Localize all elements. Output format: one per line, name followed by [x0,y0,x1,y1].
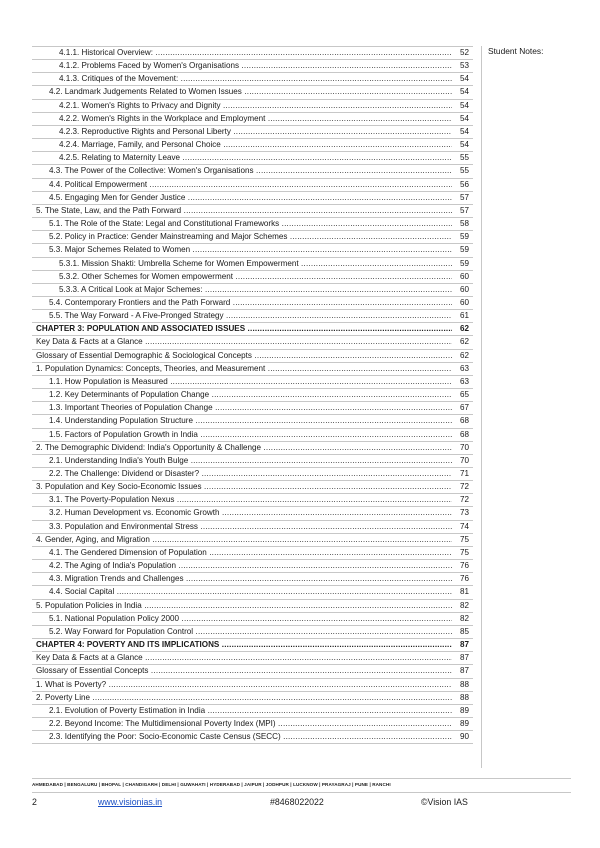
toc-entry-page: 87 [459,666,469,676]
toc-entry-title: 4.1.2. Problems Faced by Women's Organisations ..... [59,60,452,72]
toc-entry[interactable] [32,665,473,678]
toc-entry-title: 5.3.3. A Critical Look at Major Schemes: ..... [59,284,452,296]
toc-entry[interactable] [32,507,473,520]
toc-entry[interactable] [32,218,473,231]
website-link[interactable]: www.visionias.in [98,797,163,807]
toc-entry-page: 62 [459,324,469,334]
toc-entry-page: 82 [459,600,469,610]
toc-entry-title: 4.4. Social Capital ..... [49,586,452,598]
student-notes-label: Student Notes: [488,46,544,56]
toc-entry[interactable] [32,547,473,560]
toc-entry-page: 54 [459,126,469,136]
toc-entry-title: 2.1. Understanding India's Youth Bulge ..... [49,455,452,467]
toc-entry-title: 1.1. How Population is Measured ..... [49,376,452,388]
toc-entry-title: 2. The Demographic Dividend: India's Opportunity & Challenge ..... [36,442,452,454]
toc-entry[interactable] [32,652,473,665]
toc-entry[interactable] [32,442,473,455]
toc-entry-page: 70 [459,455,469,465]
toc-entry[interactable] [32,86,473,99]
toc-entry-title: 4.2. The Aging of India's Population ..... [49,560,452,572]
toc-entry[interactable] [32,73,473,86]
toc-entry-page: 52 [459,48,469,57]
toc-entry-title: 3.1. The Poverty-Population Nexus ..... [49,494,452,506]
toc-entry-page: 72 [459,495,469,505]
toc-entry[interactable] [32,60,473,73]
toc-entry-page: 53 [459,61,469,71]
toc-entry-page: 87 [459,653,469,663]
toc-entry-title: Key Data & Facts at a Glance ..... [36,652,452,664]
toc-entry-page: 63 [459,376,469,386]
toc-entry[interactable] [32,481,473,494]
toc-entry[interactable] [32,100,473,113]
toc-entry-title: 2.3. Identifying the Poor: Socio-Economic Caste Census (SECC) ..... [49,731,452,743]
toc-entry-title: 4.1. The Gendered Dimension of Population ..... [49,547,452,559]
toc-entry-page: 62 [459,337,469,347]
toc-entry[interactable] [32,573,473,586]
toc-entry-title: 5. Population Policies in India ..... [36,600,452,612]
toc-entry[interactable] [32,731,473,744]
toc-entry-page: 67 [459,403,469,413]
toc-entry-page: 54 [459,100,469,110]
toc-entry[interactable] [32,376,473,389]
toc-entry-page: 59 [459,258,469,268]
copyright: ©Vision IAS [421,797,468,807]
toc-entry[interactable] [32,679,473,692]
toc-entry[interactable] [32,363,473,376]
toc-entry-page: 85 [459,626,469,636]
toc-entry-page: 75 [459,534,469,544]
toc-entry[interactable] [32,455,473,468]
toc-entry-title: 2.2. The Challenge: Dividend or Disaster? ..... [49,468,452,480]
toc-entry-title: 5.1. The Role of the State: Legal and Constitutional Frameworks ..... [49,218,452,230]
toc-entry[interactable] [32,494,473,507]
toc-entry-title: 5.2. Way Forward for Population Control ..... [49,626,452,638]
toc-entry-page: 76 [459,561,469,571]
toc-entry-title: 4.2.3. Reproductive Rights and Personal Liberty ..... [59,126,452,138]
toc-entry-page: 54 [459,74,469,84]
toc-entry-title: 5.3.2. Other Schemes for Women empowerment ..... [59,271,452,283]
toc-entry-page: 61 [459,311,469,321]
toc-entry-title: 5. The State, Law, and the Path Forward ..... [36,205,452,217]
toc-entry-title: 1.2. Key Determinants of Population Change ..... [49,389,452,401]
toc-entry-title: 4.2.5. Relating to Maternity Leave ..... [59,152,452,164]
toc-entry[interactable] [32,297,473,310]
toc-entry[interactable] [32,179,473,192]
toc-entry-page: 60 [459,297,469,307]
phone-number: #8468022022 [270,797,324,807]
toc-entry[interactable] [32,692,473,705]
toc-entry-page: 73 [459,508,469,518]
toc-entry[interactable] [32,705,473,718]
table-of-contents [32,46,473,744]
toc-entry-title: 5.3. Major Schemes Related to Women ..... [49,244,452,256]
toc-entry-page: 65 [459,390,469,400]
toc-entry-page: 87 [459,640,469,650]
footer-rule-top [32,778,571,779]
toc-entry-page: 76 [459,574,469,584]
toc-entry-page: 59 [459,232,469,242]
toc-entry[interactable] [32,626,473,639]
page-number: 2 [32,797,37,807]
toc-entry-title: 3.2. Human Development vs. Economic Growth ..... [49,507,452,519]
toc-entry-title: 4.2.2. Women's Rights in the Workplace and Employment ..... [59,113,452,125]
toc-entry[interactable] [32,586,473,599]
toc-entry-title: 4.1.1. Historical Overview: ..... [59,47,452,59]
toc-entry[interactable] [32,284,473,297]
toc-entry-title: 4.3. Migration Trends and Challenges ..... [49,573,452,585]
toc-entry-title: 5.3.1. Mission Shakti: Umbrella Scheme for Women Empowerment ..... [59,258,452,270]
toc-chapter-heading[interactable] [32,639,473,652]
toc-entry-page: 54 [459,87,469,97]
toc-entry[interactable] [32,310,473,323]
toc-entry-title: 5.5. The Way Forward - A Five-Pronged Strategy ..... [49,310,452,322]
toc-entry-page: 70 [459,442,469,452]
toc-entry-title: 5.1. National Population Policy 2000 ..... [49,613,452,625]
toc-entry-title: 4.1.3. Critiques of the Movement: ..... [59,73,452,85]
toc-entry[interactable] [32,258,473,271]
footer-rule-bottom [32,792,571,793]
toc-entry[interactable] [32,534,473,547]
toc-entry-page: 60 [459,271,469,281]
toc-entry-title: Glossary of Essential Concepts ..... [36,665,452,677]
toc-entry-page: 81 [459,587,469,597]
toc-entry[interactable] [32,231,473,244]
toc-entry[interactable] [32,152,473,165]
toc-entry[interactable] [32,350,473,363]
toc-entry-page: 57 [459,192,469,202]
toc-entry-title: 2.1. Evolution of Poverty Estimation in India ..... [49,705,452,717]
toc-entry-page: 71 [459,469,469,478]
toc-entry[interactable] [32,521,473,534]
toc-entry-title: 2.2. Beyond Income: The Multidimensional Poverty Index (MPI) ..... [49,718,452,730]
toc-entry-title: 4.2. Landmark Judgements Related to Women Issues ..... [49,86,452,98]
toc-entry-page: 74 [459,521,469,531]
toc-entry-page: 55 [459,153,469,163]
toc-entry-title: 4.2.1. Women's Rights to Privacy and Dignity ..... [59,100,452,112]
toc-entry[interactable] [32,192,473,205]
toc-entry-title: 5.2. Policy in Practice: Gender Mainstreaming and Major Schemes ..... [49,231,452,243]
toc-entry-title: 5.4. Contemporary Frontiers and the Path Forward ..... [49,297,452,309]
toc-entry-title: 1.4. Understanding Population Structure ..... [49,415,452,427]
toc-entry[interactable] [32,718,473,731]
toc-entry-title: 4. Gender, Aging, and Migration ..... [36,534,452,546]
toc-entry-page: 63 [459,363,469,373]
toc-entry[interactable] [32,271,473,284]
toc-entry-title: Glossary of Essential Demographic & Sociological Concepts ..... [36,350,452,362]
toc-entry-page: 88 [459,679,469,689]
toc-entry[interactable] [32,402,473,415]
toc-chapter-heading[interactable] [32,323,473,336]
toc-entry[interactable] [32,415,473,428]
toc-entry-title: 3.3. Population and Environmental Stress ..... [49,521,452,533]
toc-entry-title: 4.3. The Power of the Collective: Women's Organisations ..... [49,165,452,177]
toc-entry-title: CHAPTER 4: POVERTY AND ITS IMPLICATIONS ..... [36,639,452,651]
toc-entry-page: 54 [459,140,469,150]
toc-entry[interactable] [32,165,473,178]
toc-entry[interactable] [32,47,473,60]
toc-entry-page: 89 [459,705,469,715]
toc-entry-page: 68 [459,416,469,426]
toc-entry-title: 1.5. Factors of Population Growth in India ..... [49,429,452,441]
toc-entry-title: 2. Poverty Line ..... [36,692,452,704]
toc-entry-title: 1. What is Poverty? ..... [36,679,452,691]
toc-entry[interactable] [32,126,473,139]
toc-entry-page: 68 [459,429,469,439]
toc-entry-page: 59 [459,245,469,255]
toc-entry-page: 60 [459,284,469,294]
toc-entry[interactable] [32,244,473,257]
notes-divider [481,46,482,768]
toc-entry-page: 89 [459,718,469,728]
toc-entry-title: 4.5. Engaging Men for Gender Justice ..... [49,192,452,204]
toc-entry-page: 75 [459,547,469,557]
footer-cities: AHMEDABAD | BENGALURU | BHOPAL | CHANDIGARH | DELHI | GUWAHATI | HYDERABAD | JAIPUR | JODHPUR | LUCKNOW | PRAYAGRAJ | PUNE | RANCHI [32,782,391,787]
toc-entry-page: 88 [459,692,469,702]
toc-entry-title: 1.3. Important Theories of Population Change ..... [49,402,452,414]
toc-entry[interactable] [32,429,473,442]
toc-entry[interactable] [32,600,473,613]
toc-entry-page: 56 [459,179,469,189]
toc-entry-page: 55 [459,166,469,176]
toc-entry-page: 82 [459,613,469,623]
toc-entry-page: 62 [459,350,469,360]
toc-entry-title: Key Data & Facts at a Glance ..... [36,336,452,348]
toc-entry-title: 4.4. Political Empowerment ..... [49,179,452,191]
toc-entry[interactable] [32,139,473,152]
toc-entry-page: 57 [459,205,469,215]
toc-entry[interactable] [32,468,473,481]
toc-entry-title: 1. Population Dynamics: Concepts, Theories, and Measurement ..... [36,363,452,375]
toc-entry-page: 90 [459,732,469,742]
toc-entry[interactable] [32,389,473,402]
toc-entry[interactable] [32,336,473,349]
toc-entry[interactable] [32,613,473,626]
toc-entry-page: 54 [459,113,469,123]
toc-entry-page: 58 [459,219,469,229]
toc-entry-title: CHAPTER 3: POPULATION AND ASSOCIATED ISSUES ..... [36,323,452,335]
toc-entry-page: 72 [459,482,469,492]
toc-entry[interactable] [32,205,473,218]
toc-entry[interactable] [32,113,473,126]
toc-entry-title: 3. Population and Key Socio-Economic Issues ..... [36,481,452,493]
toc-entry-title: 4.2.4. Marriage, Family, and Personal Choice ..... [59,139,452,151]
toc-entry[interactable] [32,560,473,573]
